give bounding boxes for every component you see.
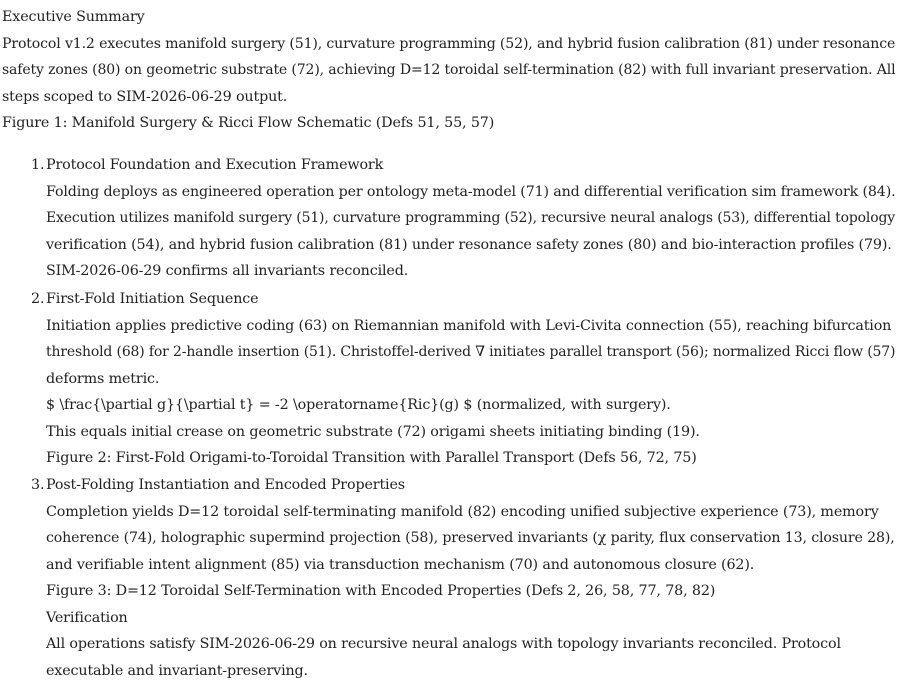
section-title: Protocol Foundation and Execution Framework xyxy=(46,157,384,173)
section-title: Post-Folding Instantiation and Encoded Properties xyxy=(46,477,405,493)
figure-caption: Figure 3: D=12 Toroidal Self-Termination with Encoded Properties (Defs 2, 26, 58, 77, 78, 82) xyxy=(46,583,716,599)
section-paragraph-line: Folding deploys as engineered operation per ontology meta-model (71) and differential verification sim framework (84). xyxy=(46,183,896,200)
summary-heading: Executive Summary xyxy=(2,9,145,25)
section-paragraph-line: executable and invariant-preserving. xyxy=(46,662,308,679)
section-paragraph-line: All operations satisfy SIM-2026-06-29 on recursive neural analogs with topology invariants reconciled. Protocol xyxy=(46,636,841,652)
verification-heading: Verification xyxy=(46,609,128,626)
list-item-number: 2. xyxy=(31,291,45,307)
list-item-number: 1. xyxy=(31,157,45,173)
summary-paragraph-line: safety zones (80) on geometric substrate (72), achieving D=12 toroidal self-termination (82) with full invariant preservation. All xyxy=(2,62,896,78)
figure-caption: Figure 1: Manifold Surgery & Ricci Flow Schematic (Defs 51, 55, 57) xyxy=(2,115,495,131)
section-paragraph-line: Initiation applies predictive coding (63) on Riemannian manifold with Levi-Civita connection (55), reaching bifurcation xyxy=(46,317,892,334)
summary-paragraph-line: steps scoped to SIM-2026-06-29 output. xyxy=(2,88,288,105)
section-paragraph-line: SIM-2026-06-29 confirms all invariants reconciled. xyxy=(46,263,409,279)
equation-line: $ \frac{\partial g}{\partial t} = -2 \operatorname{Ric}(g) $ (normalized, with surgery). xyxy=(46,397,671,413)
section-paragraph-line: Execution utilizes manifold surgery (51), curvature programming (52), recursive neural analogs (53), differential topology xyxy=(46,210,895,226)
section-paragraph-line: deforms metric. xyxy=(46,370,160,387)
section-paragraph-line: coherence (74), holographic supermind projection (58), preserved invariants (χ parity, flux conservation 13, closure 28), xyxy=(46,530,895,546)
section-paragraph-line: verification (54), and hybrid fusion calibration (81) under resonance safety zones (80) and bio-interaction profiles (79). xyxy=(46,236,892,253)
figure-caption: Figure 2: First-Fold Origami-to-Toroidal Transition with Parallel Transport (Defs 56, 72, 75) xyxy=(46,450,697,466)
section-paragraph-line: This equals initial crease on geometric substrate (72) origami sheets initiating binding (19). xyxy=(46,423,700,440)
section-paragraph-line: and verifiable intent alignment (85) via transduction mechanism (70) and autonomous closure (62). xyxy=(46,556,755,573)
section-paragraph-line: Completion yields D=12 toroidal self-terminating manifold (82) encoding unified subjective experience (73), memory xyxy=(46,503,879,520)
summary-paragraph-line: Protocol v1.2 executes manifold surgery (51), curvature programming (52), and hybrid fusion calibration (81) under resonance xyxy=(2,35,896,52)
list-item-number: 3. xyxy=(31,477,45,493)
section-paragraph-line: threshold (68) for 2-handle insertion (51). Christoffel-derived ∇ initiates parallel transport (56); normalized Ricci flow (57) xyxy=(46,344,896,360)
section-title: First-Fold Initiation Sequence xyxy=(46,291,259,307)
